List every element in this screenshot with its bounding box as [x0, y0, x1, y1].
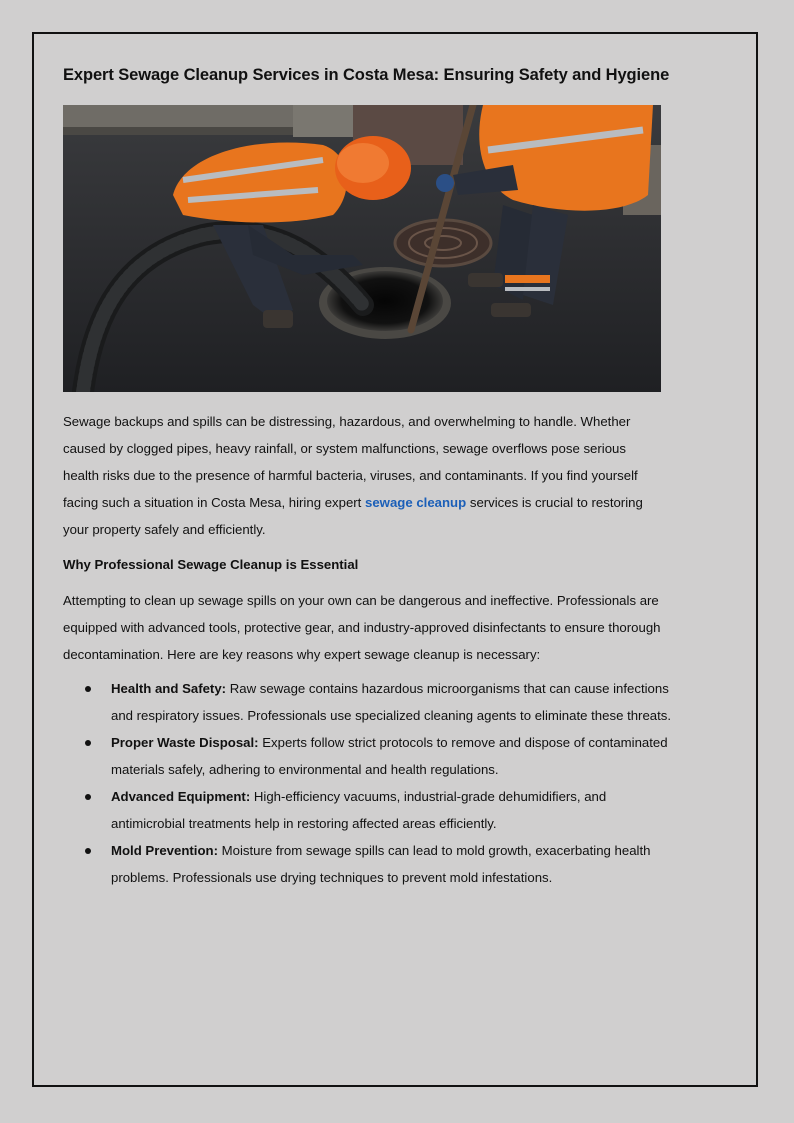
- list-item: [63, 729, 683, 783]
- list-item-text: Experts follow strict protocols to remove and dispose of contaminated materials safely, adhering to environmental and health regulations.: [111, 735, 668, 777]
- list-item-text: Raw sewage contains hazardous microorganisms that can cause infections and respiratory issues. Professionals use specialized cleaning agents to eliminate these threats.: [111, 681, 672, 723]
- list-item-text: Moisture from sewage spills can lead to mold growth, exacerbating health problems. Professionals use drying techniques to prevent mold infestations.: [111, 843, 651, 885]
- bullet-icon: [85, 848, 91, 854]
- intro-paragraph: [63, 408, 663, 543]
- section-heading: Why Professional Sewage Cleanup is Essential: [63, 557, 359, 572]
- list-item: [63, 675, 683, 729]
- list-item-label: Advanced Equipment:: [111, 789, 251, 804]
- list-item-label: Proper Waste Disposal:: [111, 735, 259, 750]
- list-item-label: Mold Prevention:: [111, 843, 218, 858]
- bullet-icon: [85, 794, 91, 800]
- list-item-label: Health and Safety:: [111, 681, 227, 696]
- hero-photo-sewer-workers: [63, 105, 661, 392]
- list-item: [63, 783, 683, 837]
- section-paragraph: Attempting to clean up sewage spills on your own can be dangerous and ineffective. Professionals are equipped with advanced tools, protective gear, and industry-approved disinfectants to ensure thorough decontamination. Here are key reasons why expert sewage cleanup is necessary:: [63, 593, 661, 662]
- intro-text-after-link: services is crucial to restoring your property safely and efficiently.: [63, 495, 643, 537]
- bullet-icon: [85, 740, 91, 746]
- list-item-text: High-efficiency vacuums, industrial-grade dehumidifiers, and antimicrobial treatments help in restoring affected areas efficiently.: [111, 789, 607, 831]
- bullet-icon: [85, 686, 91, 692]
- reasons-list: [63, 675, 683, 891]
- intro-text-before-link: Sewage backups and spills can be distressing, hazardous, and overwhelming to handle. Whether caused by clogged pipes, heavy rainfall, or system malfunctions, sewage overflows pose serious health risks due to the presence of harmful bacteria, viruses, and contaminants. If you find yourself facing such a situation in Costa Mesa, hiring expert: [63, 414, 638, 510]
- document-title: Expert Sewage Cleanup Services in Costa Mesa: Ensuring Safety and Hygiene: [63, 66, 670, 84]
- sewage-cleanup-link[interactable]: sewage cleanup: [365, 495, 467, 510]
- list-item: [63, 837, 683, 891]
